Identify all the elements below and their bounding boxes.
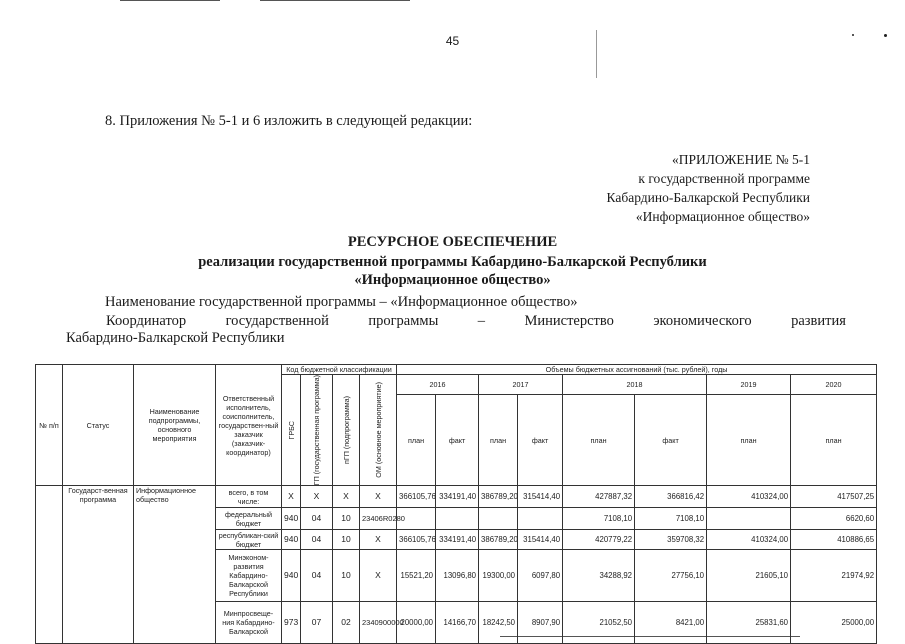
coordinator-line-2: Кабардино-Балкарской Республики <box>66 330 285 346</box>
gp-cell: 04 <box>301 550 333 602</box>
value-cell: 27756,10 <box>635 550 707 602</box>
grbs-cell: 940 <box>282 550 301 602</box>
coordinator-word: Министерство <box>524 313 614 329</box>
appendix-heading <box>490 150 810 226</box>
row-num <box>36 486 63 644</box>
value-cell <box>707 508 791 530</box>
header-plan: план <box>563 395 635 486</box>
value-cell <box>518 508 563 530</box>
gp-cell: 04 <box>301 530 333 550</box>
header-grbs-text: ГРБС <box>286 420 296 440</box>
appendix-line: «Информационное общество» <box>635 209 810 224</box>
value-cell: 6620,60 <box>791 508 877 530</box>
scan-artifact <box>120 0 220 1</box>
subtitle-line: реализации государственной программы Кабардино-Балкарской Республики <box>198 254 707 270</box>
header-year: 2020 <box>791 375 877 395</box>
value-cell: 15521,20 <box>397 550 436 602</box>
executor-cell: Минэконом-развития Кабардино-Балкарской Республики <box>216 550 282 602</box>
header-plan: план <box>791 395 877 486</box>
header-pgp <box>333 375 360 486</box>
coordinator-word: государственной <box>225 313 329 329</box>
value-cell: 386789,20 <box>479 530 518 550</box>
header-plan: план <box>479 395 518 486</box>
appendix-line: Кабардино-Балкарской Республики <box>606 190 810 205</box>
amendment-text: 8. Приложения № 5-1 и 6 изложить в следующей редакции: <box>105 113 473 129</box>
header-name: Наименование подпрограммы, основного мероприятия <box>134 365 216 486</box>
grbs-cell: 940 <box>282 508 301 530</box>
grbs-cell: X <box>282 486 301 508</box>
pgp-cell: X <box>333 486 360 508</box>
header-gp <box>301 375 333 486</box>
value-cell: 8421,00 <box>635 602 707 644</box>
value-cell: 21974,92 <box>791 550 877 602</box>
value-cell: 410324,00 <box>707 486 791 508</box>
value-cell: 21052,50 <box>563 602 635 644</box>
value-cell: 366105,76 <box>397 530 436 550</box>
value-cell: 13096,80 <box>436 550 479 602</box>
value-cell: 18242,50 <box>479 602 518 644</box>
pgp-cell: 10 <box>333 550 360 602</box>
header-pgp-text: пГП (подпрограмма) <box>341 396 351 465</box>
value-cell: 315414,40 <box>518 486 563 508</box>
header-om-text: ОМ (основное мероприятие) <box>373 382 383 478</box>
program-name-line: Наименование государственной программы – «Информационное общество» <box>105 294 578 310</box>
gp-cell: 04 <box>301 508 333 530</box>
value-cell: 410886,65 <box>791 530 877 550</box>
header-status: Статус <box>63 365 134 486</box>
coordinator-word: Координатор <box>106 313 187 329</box>
gp-cell: X <box>301 486 333 508</box>
value-cell <box>436 508 479 530</box>
header-executor: Ответственный исполнитель, соисполнитель, государствен-ный заказчик (заказчик-координатор) <box>216 365 282 486</box>
grbs-cell: 940 <box>282 530 301 550</box>
header-plan: план <box>397 395 436 486</box>
document-title: РЕСУРСНОЕ ОБЕСПЕЧЕНИЕ <box>347 234 558 250</box>
value-cell: 25831,60 <box>707 602 791 644</box>
value-cell: 427887,32 <box>563 486 635 508</box>
value-cell: 7108,10 <box>563 508 635 530</box>
executor-cell: всего, в том числе: <box>216 486 282 508</box>
pgp-cell: 02 <box>333 602 360 644</box>
appendix-line: «ПРИЛОЖЕНИЕ № 5-1 <box>671 152 810 167</box>
value-cell <box>479 508 518 530</box>
header-year: 2017 <box>479 375 563 395</box>
value-cell: 6097,80 <box>518 550 563 602</box>
coordinator-paragraph <box>66 313 846 347</box>
coordinator-word: экономического <box>653 313 752 329</box>
header-year: 2016 <box>397 375 479 395</box>
status-cell: Государст-венная программа <box>63 486 134 644</box>
value-cell: 19300,00 <box>479 550 518 602</box>
executor-cell: федеральный бюджет <box>216 508 282 530</box>
value-cell: 7108,10 <box>635 508 707 530</box>
header-fact: факт <box>635 395 707 486</box>
header-om <box>360 375 397 486</box>
om-cell: X <box>360 486 397 508</box>
header-fact: факт <box>436 395 479 486</box>
value-cell: 25000,00 <box>791 602 877 644</box>
gp-cell: 07 <box>301 602 333 644</box>
coordinator-word: программы <box>368 313 439 329</box>
header-num: № п/п <box>36 365 63 486</box>
om-cell: X <box>360 550 397 602</box>
header-year: 2018 <box>563 375 707 395</box>
grbs-cell: 973 <box>282 602 301 644</box>
page-number: 45 <box>445 34 460 48</box>
pgp-cell: 10 <box>333 530 360 550</box>
executor-cell: республикан-ский бюджет <box>216 530 282 550</box>
value-cell: 34288,92 <box>563 550 635 602</box>
subtitle-line: «Информационное общество» <box>354 272 551 288</box>
value-cell: 14166,70 <box>436 602 479 644</box>
value-cell: 420779,22 <box>563 530 635 550</box>
value-cell: 334191,40 <box>436 530 479 550</box>
document-subtitle <box>0 253 905 289</box>
name-cell: Информационное общество <box>134 486 216 644</box>
appendix-line: к государственной программе <box>638 171 810 186</box>
value-cell: 20000,00 <box>397 602 436 644</box>
value-cell: 8907,90 <box>518 602 563 644</box>
value-cell: 315414,40 <box>518 530 563 550</box>
table-row <box>36 486 877 508</box>
header-gp-text: ГП (государственная программа) <box>312 375 321 486</box>
coordinator-word: – <box>477 313 486 329</box>
coordinator-word: развития <box>791 313 846 329</box>
scan-artifact <box>260 0 410 1</box>
pgp-cell: 10 <box>333 508 360 530</box>
om-cell: 2340900000 <box>360 602 397 644</box>
om-cell: 23406R0280 <box>360 508 397 530</box>
om-cell: X <box>360 530 397 550</box>
value-cell: 417507,25 <box>791 486 877 508</box>
executor-cell: Минпросвеще-ния Кабардино-Балкарской <box>216 602 282 644</box>
value-cell: 21605,10 <box>707 550 791 602</box>
header-plan: план <box>707 395 791 486</box>
value-cell: 366105,76 <box>397 486 436 508</box>
header-budget-code: Код бюджетной классификации <box>282 365 397 375</box>
header-fact: факт <box>518 395 563 486</box>
header-volumes: Объемы бюджетных ассигнований (тыс. рублей), годы <box>397 365 877 375</box>
value-cell: 359708,32 <box>635 530 707 550</box>
value-cell: 334191,40 <box>436 486 479 508</box>
header-year: 2019 <box>707 375 791 395</box>
resource-table <box>35 364 877 644</box>
value-cell: 386789,20 <box>479 486 518 508</box>
value-cell: 410324,00 <box>707 530 791 550</box>
header-grbs <box>282 375 301 486</box>
value-cell: 366816,42 <box>635 486 707 508</box>
